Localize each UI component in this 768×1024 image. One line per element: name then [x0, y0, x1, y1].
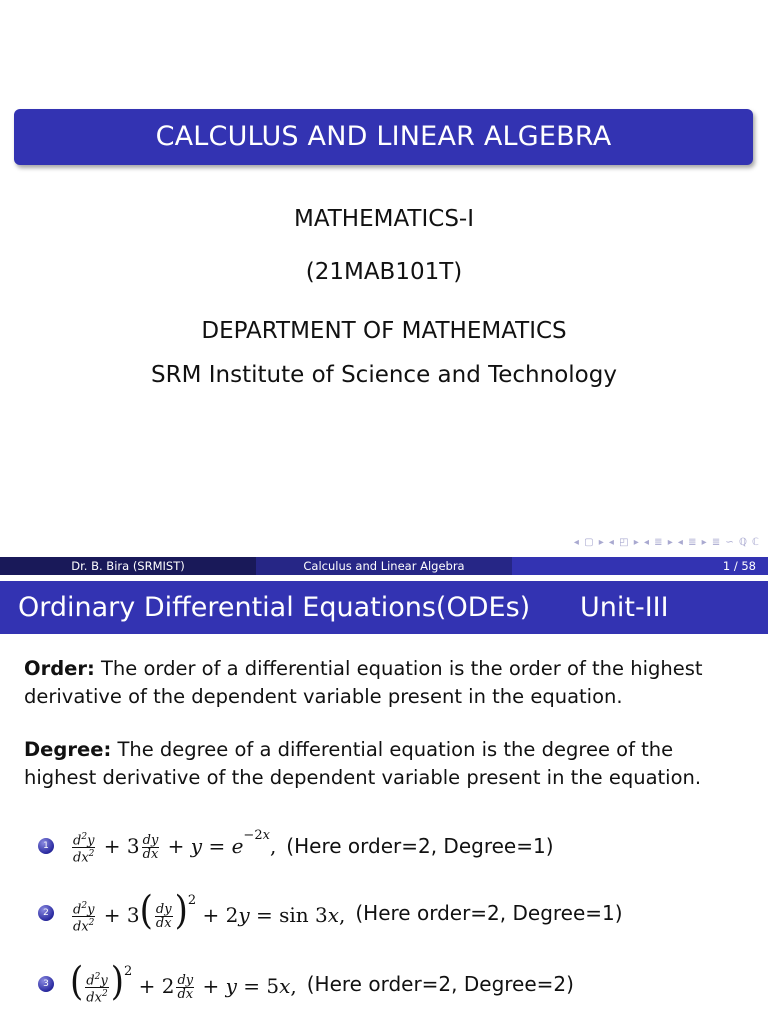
example-1-note: (Here order=2, Degree=1): [286, 834, 554, 858]
course-code: (21MAB101T): [305, 259, 463, 285]
enumerate-bullet-2: 2: [38, 905, 54, 921]
degree-label: Degree:: [24, 738, 112, 761]
example-1: [38, 824, 554, 868]
footer-page-number: 1 / 58: [512, 557, 768, 575]
enumerate-bullet-1: 1: [38, 838, 54, 854]
example-2-note: (Here order=2, Degree=1): [355, 901, 623, 925]
degree-definition: [24, 736, 749, 792]
example-3-note: (Here order=2, Degree=2): [306, 972, 574, 996]
footer-author: Dr. B. Bira (SRMIST): [0, 557, 256, 575]
equation-2: $\frac{d^2y}{dx^2}$ + 3( $\frac{dy}{dx}$ )$^2$ + 2y = sin 3x,: [73, 887, 346, 935]
subtitle: MATHEMATICS-I: [293, 206, 475, 232]
degree-text: The degree of a differential equation is the degree of the highest derivative of the dependent variable present in the equation.: [24, 738, 702, 789]
enumerate-bullet-3: 3: [38, 976, 54, 992]
presentation-title: CALCULUS AND LINEAR ALGEBRA: [14, 109, 753, 165]
equation-3: ( $\frac{d^2y}{dx^2}$ )$^2$ + 2 $\frac{dy}{dx}$ + y = 5x,: [70, 958, 297, 1006]
frame-title: Ordinary Differential Equations(ODEs): [18, 592, 531, 623]
department: DEPARTMENT OF MATHEMATICS: [201, 318, 567, 344]
example-2: [38, 887, 623, 935]
frame-title-bar: [0, 581, 768, 634]
equation-1: $\frac{d^2y}{dx^2}$ + 3 $\frac{dy}{dx}$ + $y = e^{-2x}$,: [73, 827, 277, 866]
footer-short-title: Calculus and Linear Algebra: [256, 557, 512, 575]
beamer-navigation-icons[interactable]: ◂ ▢ ▸ ◂ ◰ ▸ ◂ ≣ ▸ ◂ ≣ ▸ ≣ ∽ ℚ ℂ: [573, 537, 760, 548]
order-definition: [24, 655, 749, 711]
order-text: The order of a differential equation is the order of the highest derivative of the dependent variable present in the equation.: [24, 657, 703, 708]
footer-bar: [0, 557, 768, 575]
institute: SRM Institute of Science and Technology: [151, 362, 617, 388]
order-label: Order:: [24, 657, 95, 680]
example-3: [38, 958, 574, 1006]
unit-label: Unit-III: [580, 592, 669, 623]
